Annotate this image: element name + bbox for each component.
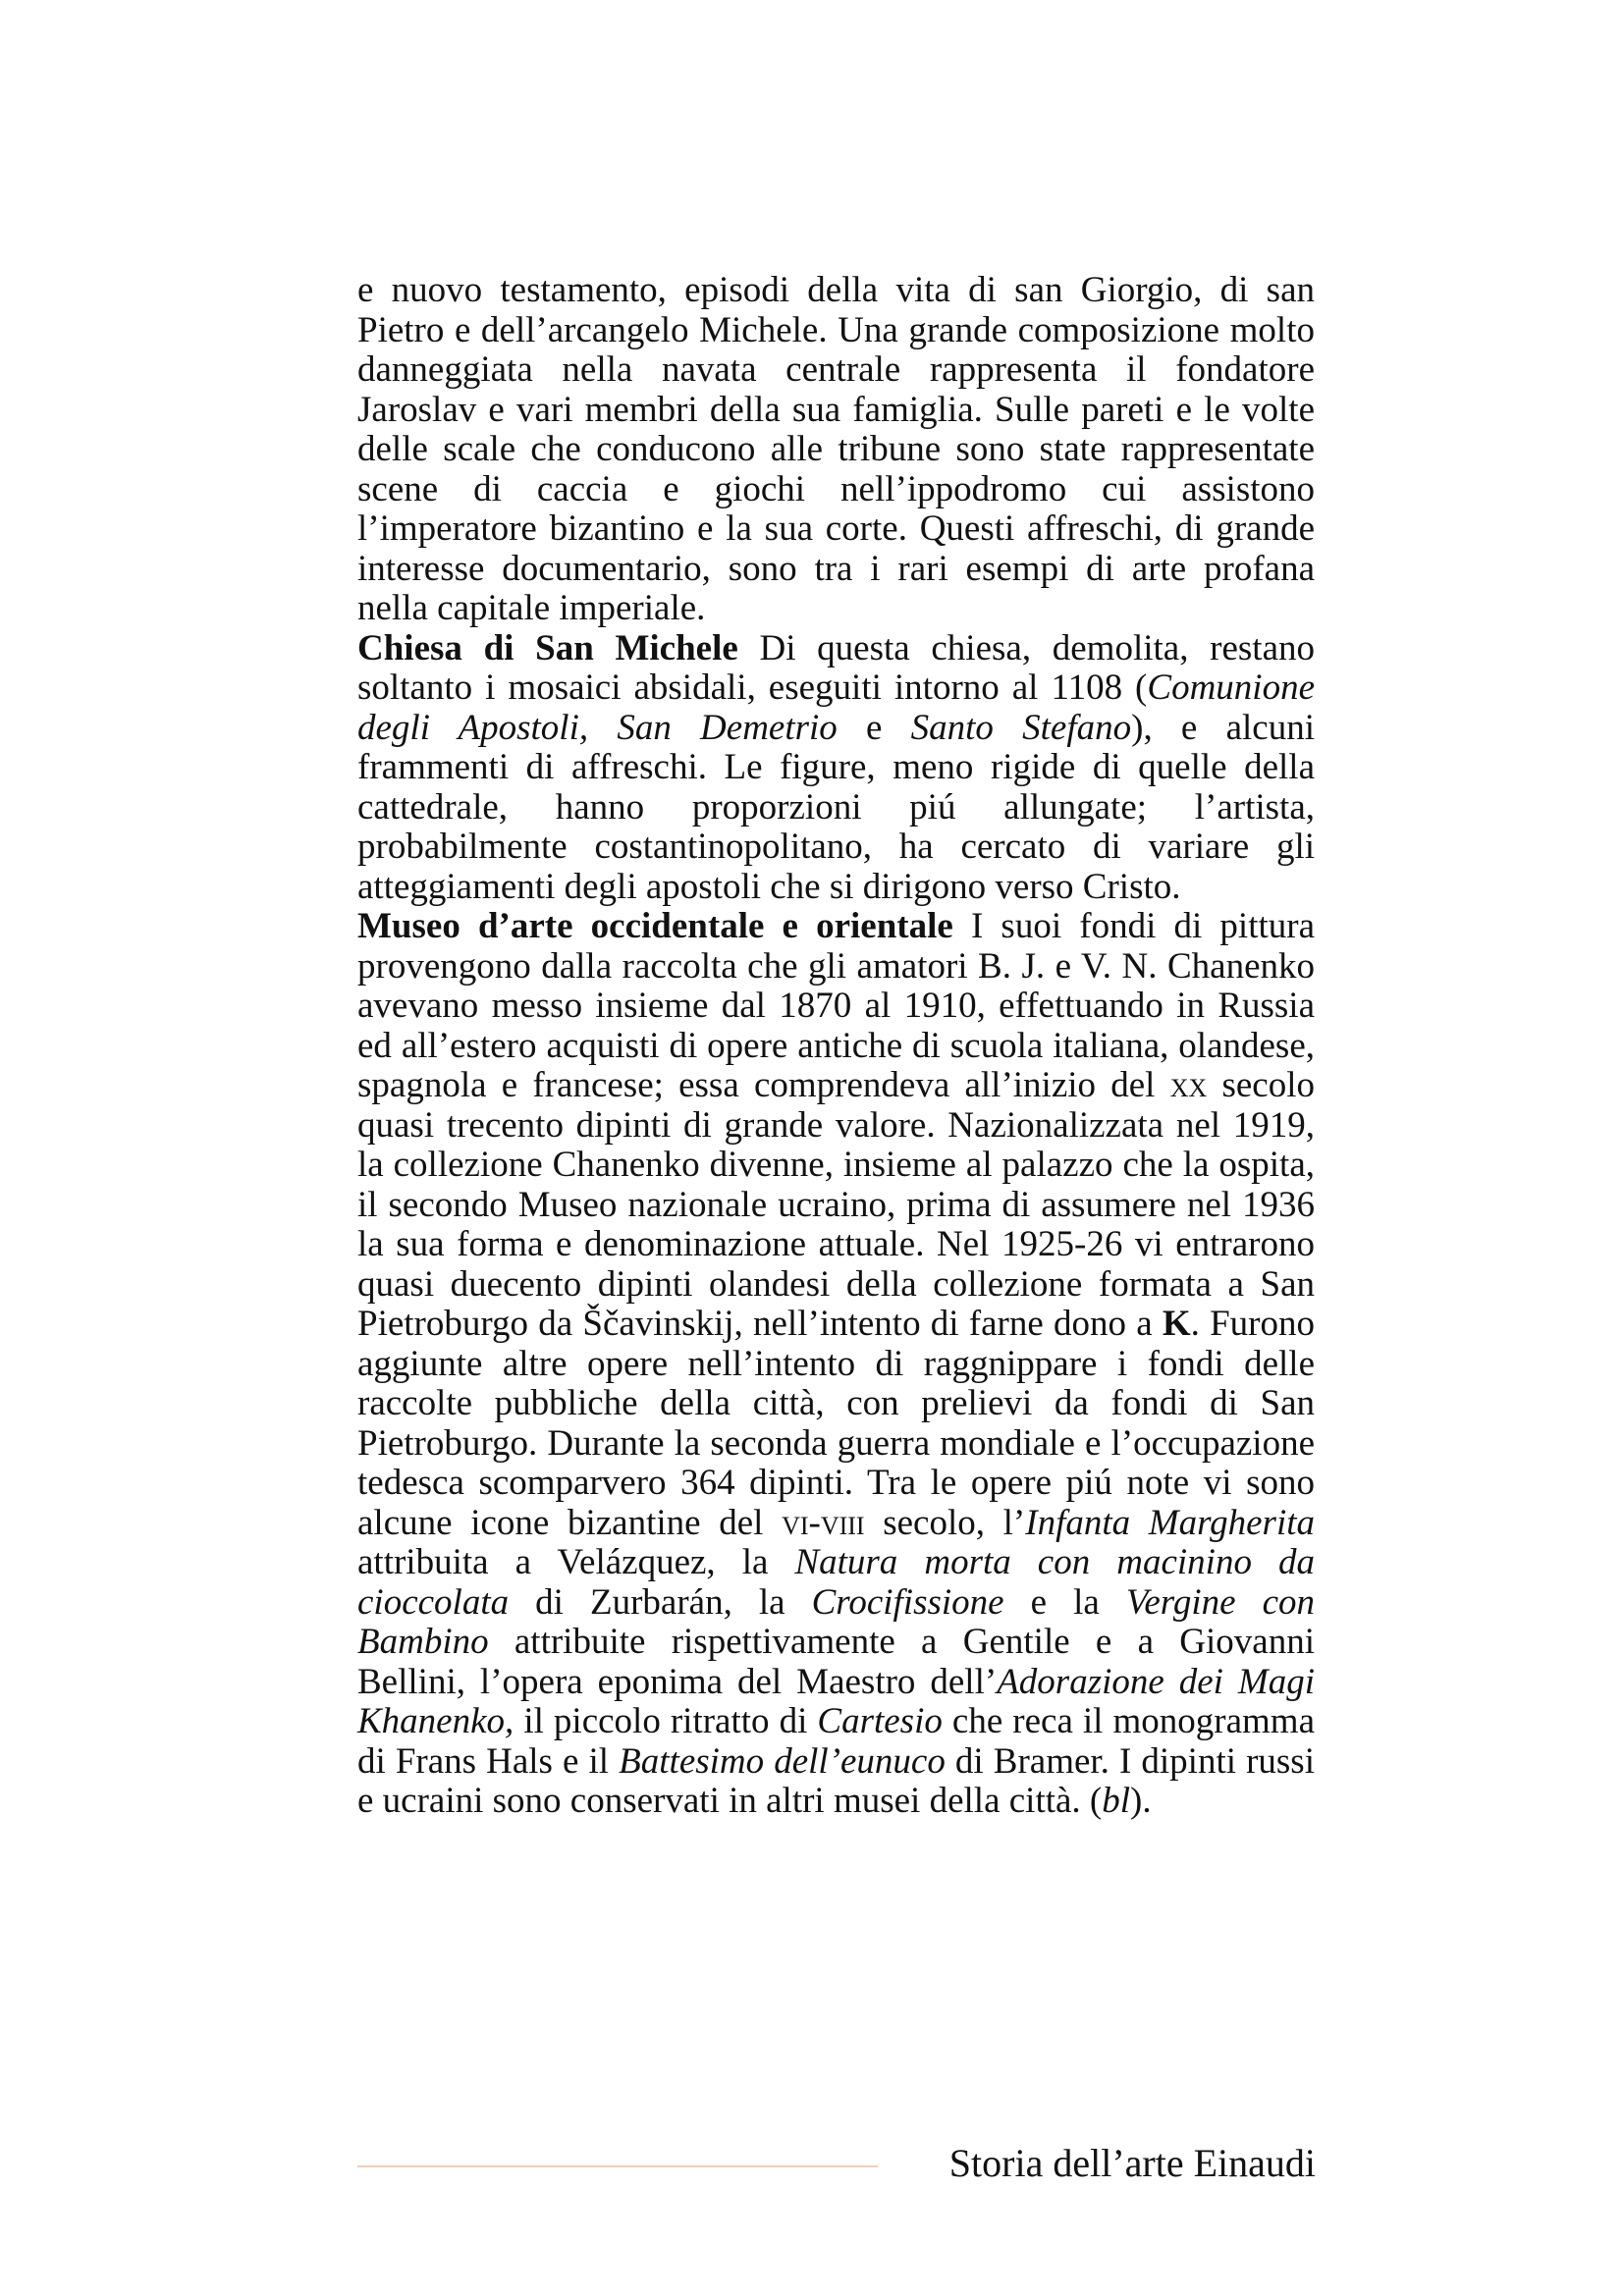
museo-italic-author: bl <box>1102 1781 1131 1821</box>
museo-heading: Museo d’arte occidentale e orientale <box>357 906 953 946</box>
museo-italic-battesimo: Battesimo dell’eunuco <box>619 1740 946 1782</box>
san-michele-text-3: ), e alcuni frammenti di affreschi. Le figure, meno rigide di quelle della cattedrale, hanno proporzioni piú allungate; l’artista, probabilmente costantinopolitano, ha cercato di variare gli atteggiamenti degli apostoli che si dirigono verso Cristo. <box>357 707 1315 907</box>
intro-paragraph <box>357 271 1315 629</box>
museo-text-1: I suoi fondi di pittura provengono dalla raccolta che gli amatori B. J. e V. N. Chanenko avevano messo insieme dal 1870 al 1910, effettuando in Russia ed all’estero acquisti di opere antiche di scuola italiana, olandese, spagnola e francese; essa comprendeva all’inizio del <box>357 906 1315 1105</box>
museo-italic-natura-morta: Natura morta con macinino da cioccolata <box>357 1542 1315 1623</box>
san-michele-text-2: e <box>837 707 911 748</box>
san-michele-text-1: Di questa chiesa, demolita, restano soltanto i mosaici absidali, eseguiti intorno al 1108 ( <box>357 627 1315 708</box>
museo-bold-k: K <box>1162 1304 1191 1344</box>
museo-italic-infanta: Infanta Margherita <box>1025 1502 1316 1543</box>
museo-text-6: di Zurbarán, la <box>509 1581 812 1623</box>
museo-text-5: attribuita a Velázquez, la <box>357 1542 795 1582</box>
article-body <box>357 271 1315 1822</box>
museo-text-12: ). <box>1130 1781 1152 1821</box>
san-michele-heading: Chiesa di San Michele <box>357 627 738 668</box>
museo-paragraph <box>357 907 1315 1822</box>
museo-century-xx: xx <box>1169 1065 1208 1105</box>
museo-text-9: il piccolo ritratto di <box>514 1701 818 1741</box>
intro-text: e nuovo testamento, episodi della vita di san Giorgio, di san Pietro e dell’arcangelo Michele. Una grande composizione molto danneggiata nella navata centrale rappresenta il fondatore Jaroslav e vari membri della sua famiglia. Sulle pareti e le volte delle scale che conducono alle tribune sono state rappresentate scene di caccia e giochi nell’ippodromo cui assistono l’imperatore bizantino e la sua corte. Questi affreschi, di grande interesse documentario, sono tra i rari esempi di arte profana nella capitale imperiale. <box>357 270 1315 628</box>
museo-text-7: e la <box>1003 1581 1126 1623</box>
museo-text-3: . Furono aggiunte altre opere nell’intento di raggnippare i fondi delle raccolte pubbliche della città, con prelievi da fondi di San Pietroburgo. Durante la seconda guerra mondiale e l’occupazione tedesca scomparvero 364 dipinti. Tra le opere piú note vi sono alcune icone bizantine del <box>357 1304 1315 1543</box>
museo-italic-adorazione: Adorazione dei Magi Khanenko, <box>357 1661 1316 1741</box>
footer-divider <box>357 2165 878 2167</box>
museo-text-10: che reca il monogramma di Frans Hals e il <box>357 1701 1315 1782</box>
museo-italic-vergine: Vergine con Bambino <box>357 1581 1315 1662</box>
museo-text-4: secolo, l’ <box>864 1502 1026 1543</box>
san-michele-italic-1: Comunione degli Apostoli, San Demetrio <box>357 667 1315 748</box>
san-michele-italic-2: Santo Stefano <box>910 707 1132 748</box>
footer-title: Storia dell’arte Einaudi <box>948 2141 1316 2185</box>
museo-text-8: attribuite rispettivamente a Gentile e a Giovanni Bellini, l’opera eponima del Maestro dell’ <box>357 1622 1315 1702</box>
museo-century-vi-viii: vi-viii <box>782 1502 865 1543</box>
san-michele-paragraph <box>357 629 1315 908</box>
museo-text-2: secolo quasi trecento dipinti di grande valore. Nazionalizzata nel 1919, la collezione Chanenko divenne, insieme al palazzo che la ospita, il secondo Museo nazionale ucraino, prima di assumere nel 1936 la sua forma e denominazione attuale. Nel 1925-26 vi entrarono quasi duecento dipinti olandesi della collezione formata a San Pietroburgo da Ščavinskij, nell’intento di farne dono a <box>357 1065 1315 1344</box>
museo-italic-crocifissione: Crocifissione <box>811 1581 1004 1623</box>
museo-text-11: di Bramer. I dipinti russi e ucraini sono conservati in altri musei della città. ( <box>357 1740 1315 1821</box>
museo-italic-cartesio: Cartesio <box>817 1701 943 1741</box>
